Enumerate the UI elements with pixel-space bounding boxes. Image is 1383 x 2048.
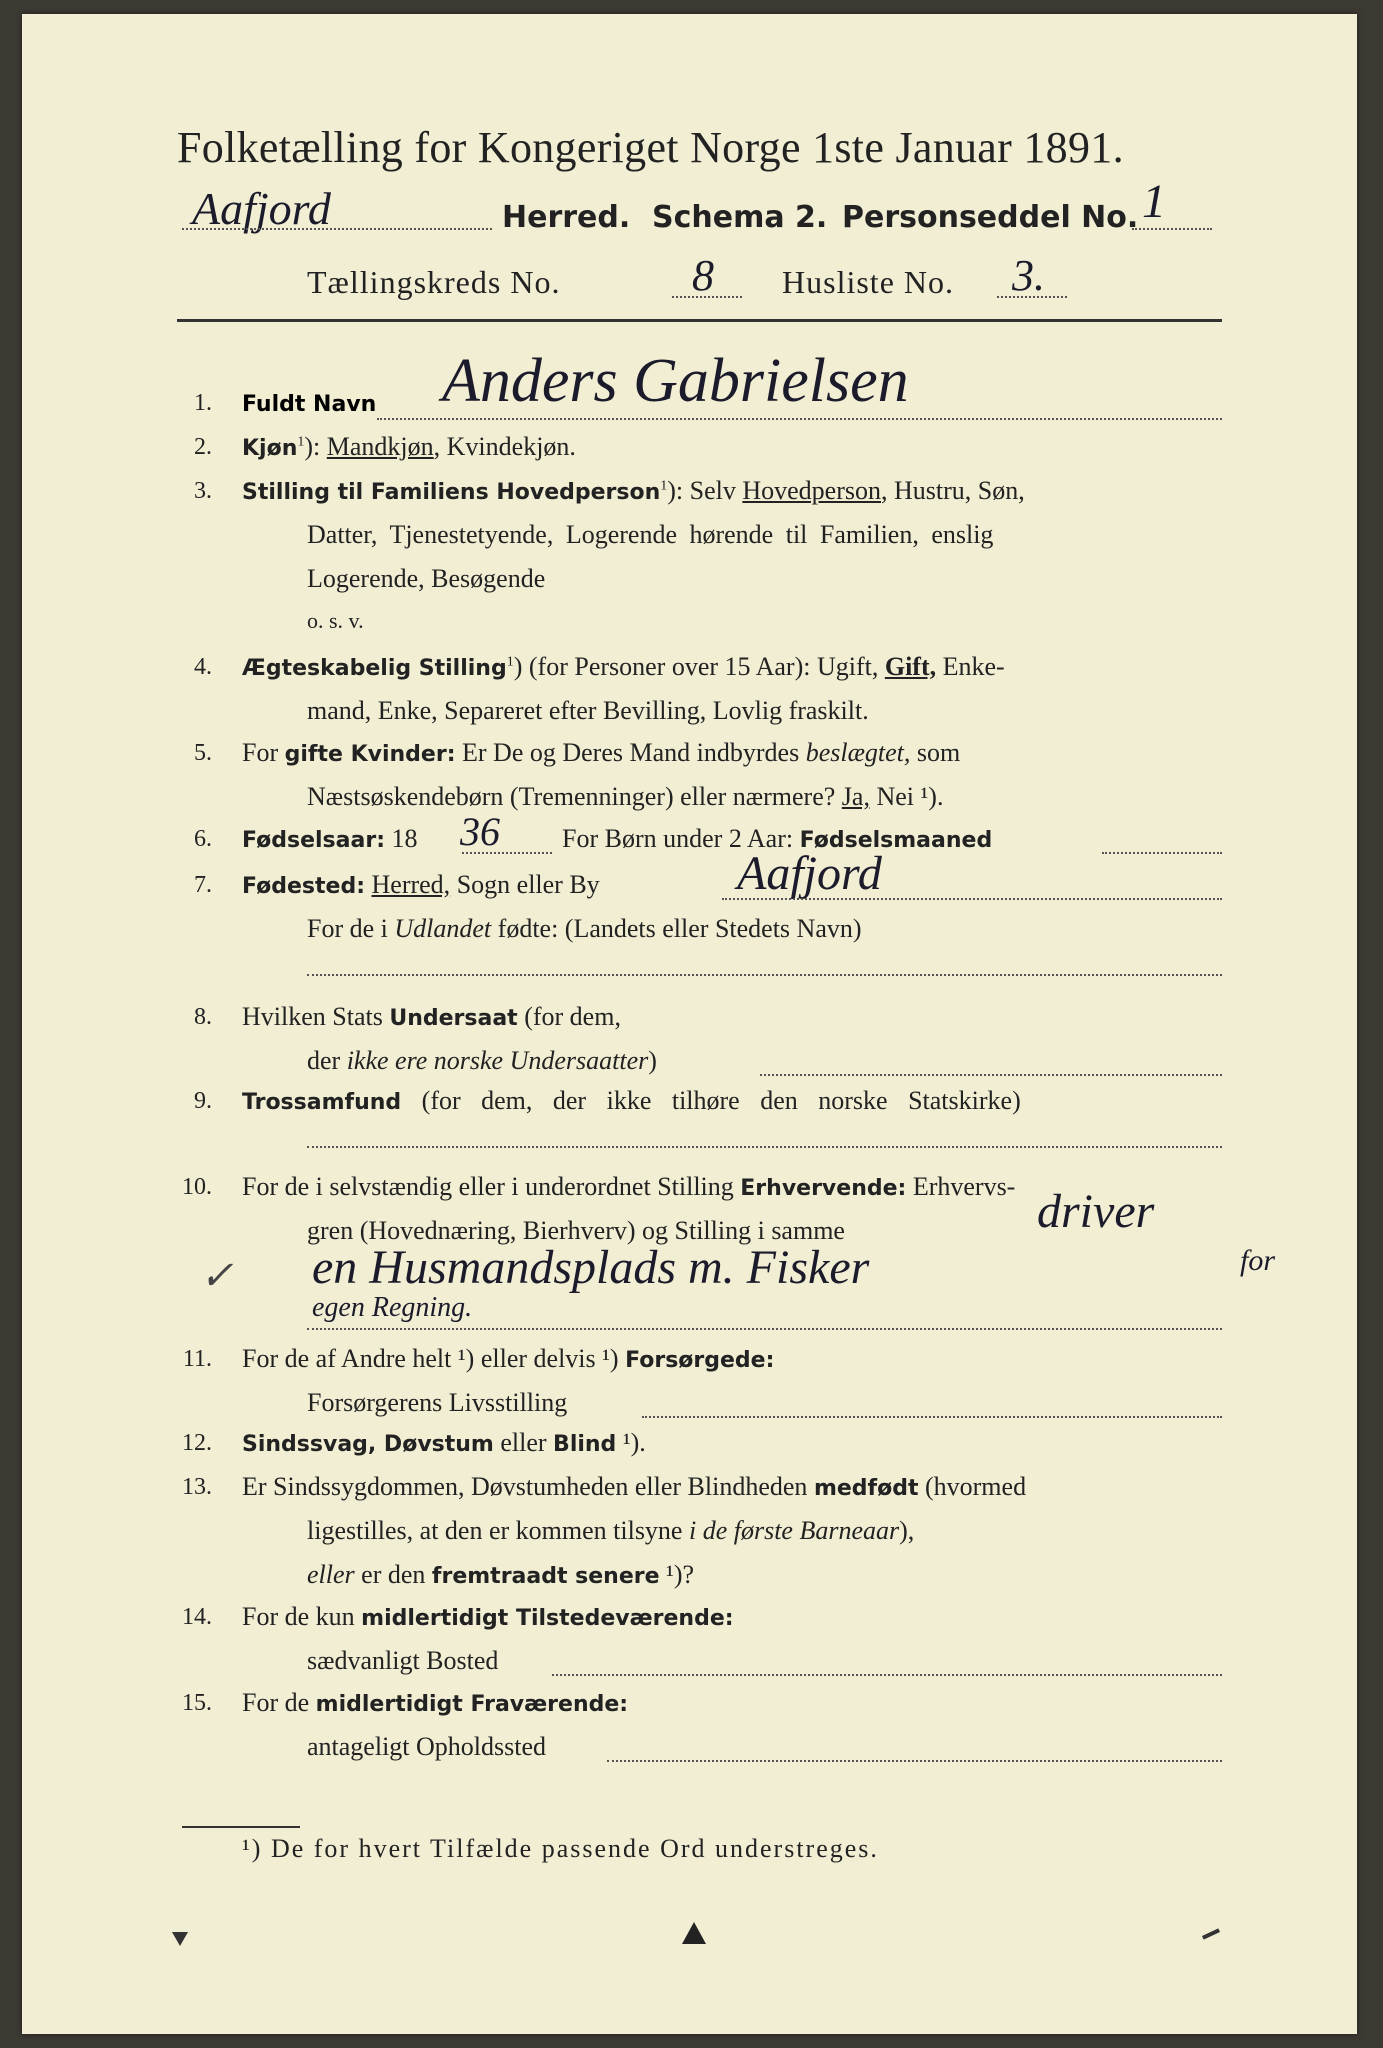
q8-number: 8. [194,1004,212,1030]
q13-line3 [307,1560,694,1590]
q2-label: Kjøn [242,436,298,461]
schema-label: Schema 2. [652,200,828,235]
q13-text-b: ), [899,1516,915,1545]
q12-label: Sindssvag, Døvstum [242,1432,494,1457]
q11-number: 11. [182,1346,212,1372]
q7-label: Fødested: [242,874,365,899]
q7-option-herred: Herred, [371,870,451,899]
q5-line2 [307,782,943,812]
q13-text-d: ¹)? [659,1560,695,1589]
form-title: Folketælling for Kongeriget Norge 1ste Januar 1891. [177,123,1124,172]
q5-text-d: Nei ¹). [869,782,944,811]
q3-option-hovedperson: Hovedperson [742,476,881,505]
q4-text-b: Enke- [936,652,1005,681]
q5-text-a: Er De og Deres Mand indbyrdes [455,738,806,767]
q8-text-a: der [307,1046,347,1075]
q2-number: 2. [194,434,212,460]
q13-line1 [242,1472,1026,1502]
q15-label: midlertidigt Fraværende: [315,1692,629,1717]
q13-italic: i de første Barneaar [688,1516,900,1545]
q10-handwriting-3: egen Regning. [312,1292,473,1323]
q14-dotline [552,1674,1222,1676]
q11-dotline [642,1416,1222,1418]
q9-number: 9. [194,1088,212,1114]
q10-post: Erhvervs- [906,1172,1016,1201]
q14-line1 [242,1602,734,1632]
personseddel-dotline [1132,228,1212,230]
q8-italic: ikke ere norske Undersaatter [346,1046,649,1075]
taellingskreds-dotline [672,296,742,298]
q15-line2: antageligt Opholdssted [307,1732,547,1761]
q12-post: ¹). [616,1428,646,1457]
q9-label: Trossamfund [242,1090,402,1115]
q8-line1 [242,1002,621,1032]
q11-label: Forsørgede: [625,1348,775,1373]
q7-dotline [722,898,1222,900]
q15-dotline [607,1760,1222,1762]
footnote: ¹) De for hvert Tilfælde passende Ord understreges. [242,1834,879,1863]
q2-line: Kjøn$^1$): Mandkjøn, Kvindekjøn. [242,432,576,461]
q7-value: Aafjord [737,847,882,900]
herred-label: Herred. [502,200,631,235]
personseddel-label: Personseddel No. [842,200,1139,235]
q14-number: 14. [182,1604,212,1630]
q10-line2: gren (Hovednæring, Bierhverv) og Stilling i samme [307,1216,845,1245]
q14-line2: sædvanligt Bosted [307,1646,499,1675]
center-mark [682,1922,706,1944]
q6-year-dotline [462,852,552,854]
q4-sup: 1 [506,654,514,670]
q5-text-c: Næstsøskendebørn (Tremenninger) eller nærmere? [307,782,842,811]
q3-text-a: ): Selv [667,476,743,505]
q3-number: 3. [194,478,212,504]
q8-line2 [307,1046,657,1076]
q10-pre: For de i selvstændig eller i underordnet Stilling [242,1172,741,1201]
q8-label: Undersaat [389,1006,518,1031]
q13-line2 [307,1516,914,1546]
q6-number: 6. [194,826,212,852]
q11-line1 [242,1344,774,1374]
q10-handwriting-2: en Husmandsplads m. Fisker [312,1241,870,1294]
q5-italic: beslægtet, [805,738,911,767]
q15-pre: For de [242,1688,316,1717]
q4-number: 4. [194,654,212,680]
q6-value: 36 [460,809,500,854]
q13-bold: fremtraadt senere [431,1564,660,1589]
q2-option-mandkjon: Mandkjøn [326,432,434,461]
q11-pre: For de af Andre helt ¹) eller delvis ¹) [242,1344,626,1373]
q1-dotline [377,418,1222,420]
q6-label2: Fødselsmaaned [799,828,993,853]
q7-rest: Sogn eller By [450,870,600,899]
q13-italic-eller: eller [307,1560,355,1589]
q8-text-b: ) [648,1046,657,1075]
q13-label: medfødt [813,1476,919,1501]
census-form-page [22,14,1357,2034]
herred-value: Aafjord [192,183,331,234]
q3-line1 [242,476,1025,506]
q7-number: 7. [194,872,212,898]
q1-value: Anders Gabrielsen [442,347,909,415]
personseddel-value: 1 [1142,175,1166,228]
q7-text-b: fødte: (Landets eller Stedets Navn) [491,914,862,943]
husliste-label: Husliste No. [782,264,954,300]
q13-number: 13. [182,1474,212,1500]
q3-sup: 1 [660,478,668,494]
q10-line1 [242,1172,1015,1202]
q4-option-gift: Gift, [884,652,937,681]
q6-month-dotline [1102,852,1222,854]
q7-line1 [242,870,600,900]
q3-line2: Datter, Tjenestetyende, Logerende hørende til Familien, enslig [307,520,994,549]
q10-dotline [307,1328,1222,1330]
q14-pre: For de kun [242,1602,362,1631]
q10-number: 10. [182,1174,212,1200]
q13-pre: Er Sindssygdommen, Døvstumheden eller Blindheden [242,1472,814,1501]
q12-label2: Blind [553,1432,617,1457]
q5-text-b: som [910,738,961,767]
q14-label: midlertidigt Tilstedeværende: [361,1606,734,1631]
q8-pre: Hvilken Stats [242,1002,390,1031]
q7-line2 [307,914,862,944]
corner-mark-right [1202,1928,1220,1939]
q9-post: (for dem, der ikke tilhøre den norske Statskirke) [401,1086,1021,1115]
q5-label: gifte Kvinder: [284,742,456,767]
q10-handwriting-2b: for [1240,1244,1276,1277]
q10-label: Erhvervende: [740,1176,907,1201]
q9-line [242,1086,1021,1116]
q9-dotline [307,1146,1222,1148]
q1-label: Fuldt Navn [242,392,377,417]
q12-line [242,1428,646,1458]
corner-mark-left [172,1932,188,1946]
q4-label: Ægteskabelig Stilling [242,656,507,681]
q7-italic: Udlandet [394,914,492,943]
q2-rest: , Kvindekjøn. [433,432,576,461]
q3-label: Stilling til Familiens Hovedperson [242,480,661,505]
q6-label: Fødselsaar: [242,828,385,853]
q3-text-b: , Hustru, Søn, [881,476,1025,505]
husliste-value: 3. [1012,251,1045,300]
q10-handwriting-1: driver [1037,1185,1155,1238]
footnote-rule [182,1826,300,1828]
q7-text-a: For de i [307,914,395,943]
header-rule [177,319,1222,322]
q10-checkmark: ✓ [200,1253,234,1298]
q8-dotline [760,1074,1222,1076]
q2-sup: 1 [297,434,305,450]
q11-line2: Forsørgerens Livsstilling [307,1388,568,1417]
q5-pre: For [242,738,285,767]
taellingskreds-value: 8 [692,251,714,300]
q13-text-c: er den [354,1560,432,1589]
q6-rest: For Børn under 2 Aar: [562,824,800,853]
q4-line2: mand, Enke, Separeret efter Bevilling, Lovlig fraskilt. [307,696,869,725]
taellingskreds-label: Tællingskreds No. [307,264,561,300]
q4-text-a: ) (for Personer over 15 Aar): Ugift, [513,652,885,681]
q15-number: 15. [182,1690,212,1716]
q13-post: (hvormed [918,1472,1027,1501]
q12-mid: eller [493,1428,554,1457]
q15-line1 [242,1688,628,1718]
q8-post: (for dem, [517,1002,621,1031]
q6-prefix: 18 [385,824,418,853]
q5-line1 [242,738,960,768]
q7-dotline2 [307,974,1222,976]
husliste-dotline [997,296,1067,298]
q12-number: 12. [182,1430,212,1456]
q1-number: 1. [194,390,212,416]
q5-option-ja: Ja, [841,782,870,811]
q13-text-a: ligestilles, at den er kommen tilsyne [307,1516,689,1545]
q3-line3: Logerende, Besøgende [307,564,546,593]
q6-line [242,824,418,854]
q5-number: 5. [194,740,212,766]
herred-dotline [182,228,492,230]
q4-line1 [242,652,1005,682]
q3-line4: o. s. v. [307,608,364,633]
